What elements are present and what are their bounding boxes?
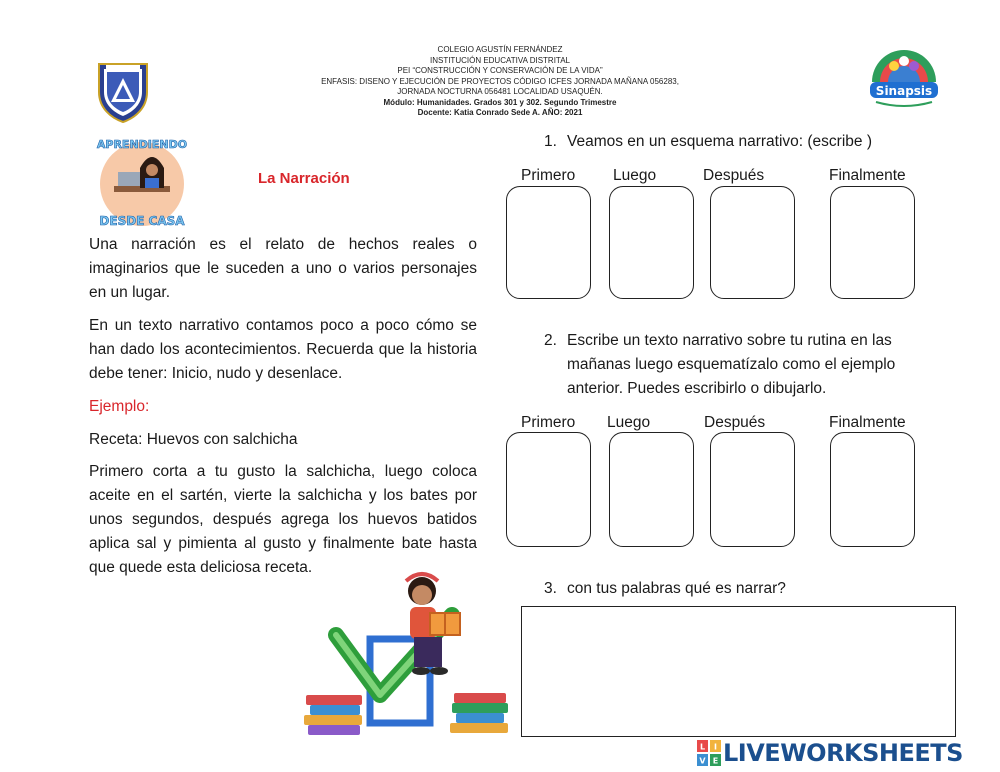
scheme1-box-despues[interactable]	[710, 186, 795, 299]
narrative-paragraph: En un texto narrativo contamos poco a poco cómo se han dado los acontecimientos. Recuerda que la historia debe tener: Inicio, nudo y desenlace.	[89, 317, 477, 382]
question-number: 1.	[544, 133, 557, 150]
scheme2-box-finalmente[interactable]	[830, 432, 915, 547]
definition-paragraph: Una narración es el relato de hechos reales o imaginarios que le suceden a uno o varios personajes en un lugar.	[89, 236, 477, 301]
question-text: con tus palabras qué es narrar?	[567, 580, 786, 597]
svg-text:I: I	[714, 742, 717, 752]
svg-text:DESDE CASA: DESDE CASA	[99, 214, 185, 228]
question-number: 2.	[544, 332, 557, 349]
header-line: JORNADA NOCTURNA 056481 LOCALIDAD USAQUÉN.	[397, 87, 603, 96]
header-line: ENFASIS: DISENO Y EJECUCIÓN DE PROYECTOS CÓDIGO ICFES JORNADA MAÑANA 056283,	[321, 76, 679, 86]
sinapsis-logo	[866, 44, 942, 114]
recipe-paragraph: Primero corta a tu gusto la salchicha, luego coloca aceite en el sartén, vierte la salchicha y los bates por unos segundos, después agrega los huevos batidos aplica sal y pimienta al gusto y finalmente bate hasta que quede esta deliciosa receta.	[89, 463, 477, 576]
scheme2-label-luego: Luego	[607, 414, 651, 431]
scheme1-label-luego: Luego	[613, 167, 657, 184]
recipe-title: Receta: Huevos con salchicha	[89, 431, 298, 448]
svg-text:E: E	[712, 756, 719, 766]
sinapsis-logo-text: Sinapsis	[875, 84, 933, 98]
header-line: Docente: Katia Conrado Sede A. AÑO: 2021	[417, 108, 583, 117]
scheme2-box-despues[interactable]	[710, 432, 795, 547]
page-title: La Narración	[258, 170, 350, 187]
scheme1-label-despues: Después	[703, 167, 765, 184]
liveworksheets-brand	[697, 738, 997, 768]
reading-girl-checkmark-illustration	[302, 565, 514, 745]
header-line: PEI “CONSTRUCCIÓN Y CONSERVACIÓN DE LA VIDA”	[397, 66, 603, 75]
scheme2-label-despues: Después	[704, 414, 766, 431]
scheme1-label-finalmente: Finalmente	[829, 167, 906, 184]
question-number: 3.	[544, 580, 557, 597]
header-line: INSTITUCIÓN EDUCATIVA DISTRITAL	[429, 55, 570, 65]
school-header	[300, 45, 700, 119]
answer-box[interactable]	[521, 606, 956, 737]
example-label: Ejemplo:	[89, 398, 150, 415]
liveworksheets-text: LIVEWORKSHEETS	[723, 739, 963, 767]
scheme1-box-luego[interactable]	[609, 186, 694, 299]
scheme1-box-finalmente[interactable]	[830, 186, 915, 299]
header-line: Módulo: Humanidades. Grados 301 y 302. Segundo Trimestre	[383, 97, 617, 107]
svg-text:L: L	[699, 742, 706, 752]
scheme2-label-primero: Primero	[521, 414, 576, 431]
school-shield-logo	[95, 58, 151, 124]
question-text: Veamos en un esquema narrativo: (escribe )	[567, 133, 872, 150]
scheme2-box-primero[interactable]	[506, 432, 591, 547]
scheme1-box-primero[interactable]	[506, 186, 591, 299]
question-text: Escribe un texto narrativo sobre tu rutina en las mañanas luego esquematízalo como el ejemplo anterior. Puedes escribirlo o dibujarlo.	[567, 332, 896, 397]
aprendiendo-desde-casa-badge	[88, 132, 196, 230]
svg-text:V: V	[699, 756, 706, 766]
liveworksheets-mark-icon	[697, 740, 721, 766]
scheme2-label-finalmente: Finalmente	[829, 414, 906, 431]
scheme2-box-luego[interactable]	[609, 432, 694, 547]
header-line: COLEGIO AGUSTÍN FERNÁNDEZ	[437, 45, 563, 54]
svg-text:APRENDIENDO: APRENDIENDO	[96, 138, 188, 151]
scheme1-label-primero: Primero	[521, 167, 576, 184]
